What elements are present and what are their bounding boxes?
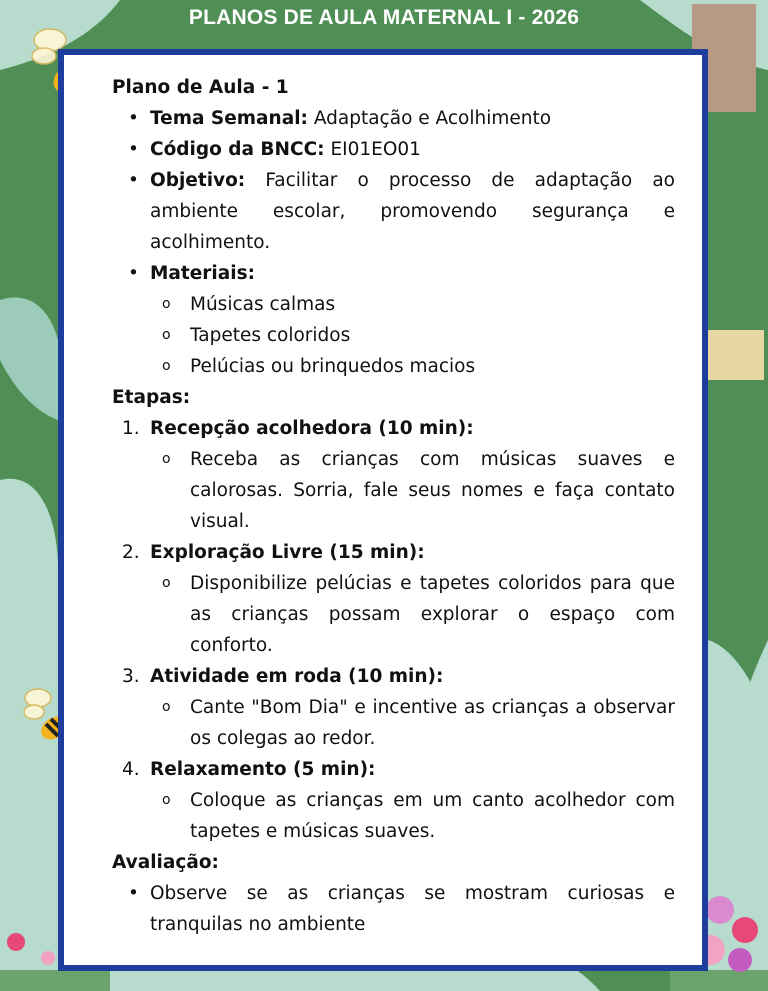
step-label: Exploração Livre (15 min): [150, 542, 425, 563]
list-item [112, 320, 675, 351]
bullet: • [128, 108, 139, 129]
lesson-content [112, 72, 675, 940]
item-text: Observe se as crianças se mostram curiosas e tranquilas no ambiente [150, 883, 675, 935]
item-text: Pelúcias ou brinquedos macios [190, 356, 476, 377]
step-label: Relaxamento (5 min): [150, 759, 376, 780]
bullet: • [128, 139, 139, 160]
step-number: 1. [122, 418, 140, 439]
list-item [112, 258, 675, 289]
materials-list [112, 289, 675, 382]
bullet: • [128, 170, 139, 191]
item-text: Coloque as crianças em um canto acolhedor com tapetes e músicas suaves. [190, 790, 675, 842]
step-label: Recepção acolhedora (10 min): [150, 418, 474, 439]
item-text: Disponibilize pelúcias e tapetes coloridos para que as crianças possam explorar o espaço com conforto. [190, 573, 675, 656]
step-number: 3. [122, 666, 140, 687]
item-label: Código da BNCC: [150, 139, 325, 160]
step-label: Atividade em roda (10 min): [150, 666, 444, 687]
sub-bullet: o [162, 792, 171, 808]
sub-bullet: o [162, 358, 171, 374]
list-item [112, 289, 675, 320]
list-item [112, 165, 675, 258]
item-label: Tema Semanal: [150, 108, 308, 129]
item-text: Tapetes coloridos [190, 325, 351, 346]
step-detail [112, 444, 675, 537]
list-item [112, 103, 675, 134]
sub-bullet: o [162, 296, 171, 312]
item-text: EI01EO01 [324, 139, 421, 160]
bullet: • [128, 263, 139, 284]
item-label: Materiais: [150, 263, 255, 284]
step-detail [112, 785, 675, 847]
evaluation-list [112, 878, 675, 940]
list-item [112, 878, 675, 940]
item-label: Objetivo: [150, 170, 246, 191]
bullet: • [128, 883, 139, 904]
page-title: PLANOS DE AULA MATERNAL I - 2026 [188, 6, 580, 29]
evaluation-title: Avaliação: [112, 852, 219, 873]
sub-bullet: o [162, 451, 171, 467]
sub-bullet: o [162, 575, 171, 591]
list-item [112, 134, 675, 165]
sub-bullet: o [162, 327, 171, 343]
steps-title: Etapas: [112, 387, 191, 408]
item-text: Cante "Bom Dia" e incentive as crianças a observar os colegas ao redor. [190, 697, 675, 749]
step-number: 2. [122, 542, 140, 563]
step-detail [112, 692, 675, 754]
item-text: Facilitar o processo de adaptação ao ambiente escolar, promovendo segurança e acolhimento. [150, 170, 675, 253]
sub-bullet: o [162, 699, 171, 715]
item-text: Músicas calmas [190, 294, 336, 315]
step-item [112, 537, 675, 568]
step-number: 4. [122, 759, 140, 780]
step-detail [112, 568, 675, 661]
item-text: Adaptação e Acolhimento [307, 108, 552, 129]
plan-details [112, 103, 675, 289]
step-item [112, 754, 675, 785]
item-text: Receba as crianças com músicas suaves e calorosas. Sorria, fale seus nomes e faça contato visual. [190, 449, 675, 532]
list-item [112, 351, 675, 382]
steps-list [112, 413, 675, 847]
step-item [112, 661, 675, 692]
plan-title: Plano de Aula - 1 [112, 77, 289, 98]
step-item [112, 413, 675, 444]
